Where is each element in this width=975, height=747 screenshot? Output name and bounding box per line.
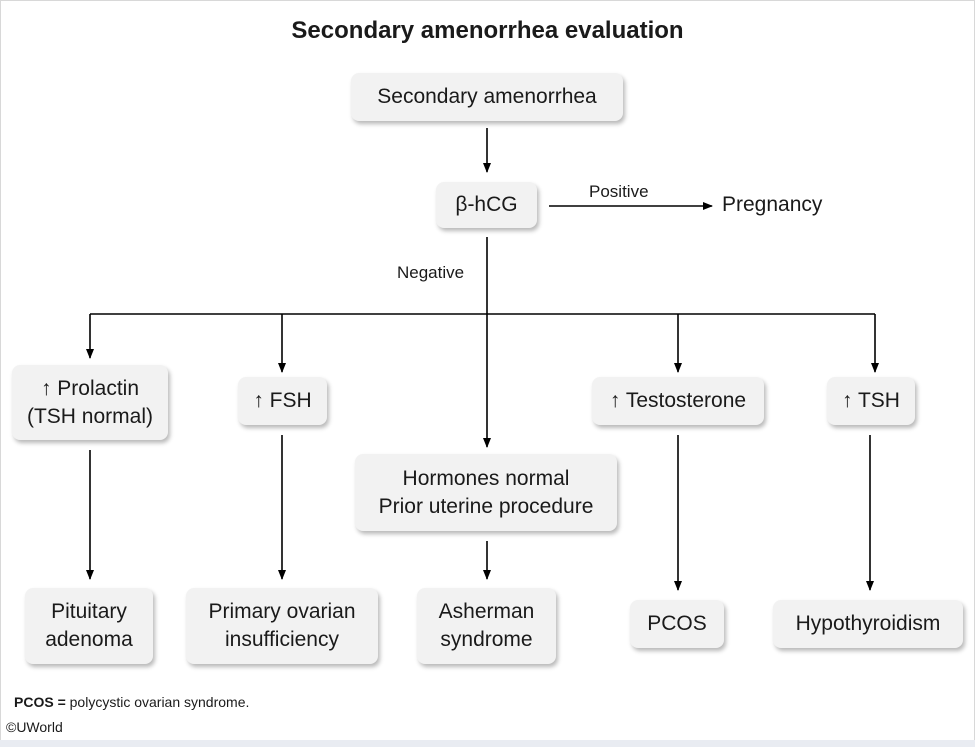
footnote-text: polycystic ovarian syndrome. [65, 694, 250, 710]
footnote-abbreviation: PCOS = [14, 694, 66, 710]
diagram-title: Secondary amenorrhea evaluation [291, 17, 684, 44]
node-bhcg: β-hCG [436, 182, 537, 228]
node-hormones-normal: Hormones normal Prior uterine procedure [355, 454, 617, 531]
node-prolactin: ↑ Prolactin (TSH normal) [12, 365, 168, 440]
copyright: ©UWorld [6, 719, 63, 735]
node-pcos: PCOS [630, 600, 724, 648]
node-pregnancy: Pregnancy [722, 193, 823, 216]
node-fsh: ↑ FSH [238, 377, 327, 425]
node-tsh: ↑ TSH [827, 377, 915, 425]
node-testosterone: ↑ Testosterone [592, 377, 764, 425]
node-pituitary-adenoma: Pituitary adenoma [25, 588, 153, 664]
node-secondary-amenorrhea: Secondary amenorrhea [351, 73, 623, 121]
edge-label-positive: Positive [589, 182, 649, 201]
edge-label-negative: Negative [397, 263, 465, 282]
node-hypothyroidism: Hypothyroidism [773, 600, 963, 648]
footnote [14, 694, 249, 710]
node-asherman-syndrome: Asherman syndrome [417, 588, 556, 664]
node-primary-ovarian-insufficiency: Primary ovarian insufficiency [186, 588, 378, 664]
